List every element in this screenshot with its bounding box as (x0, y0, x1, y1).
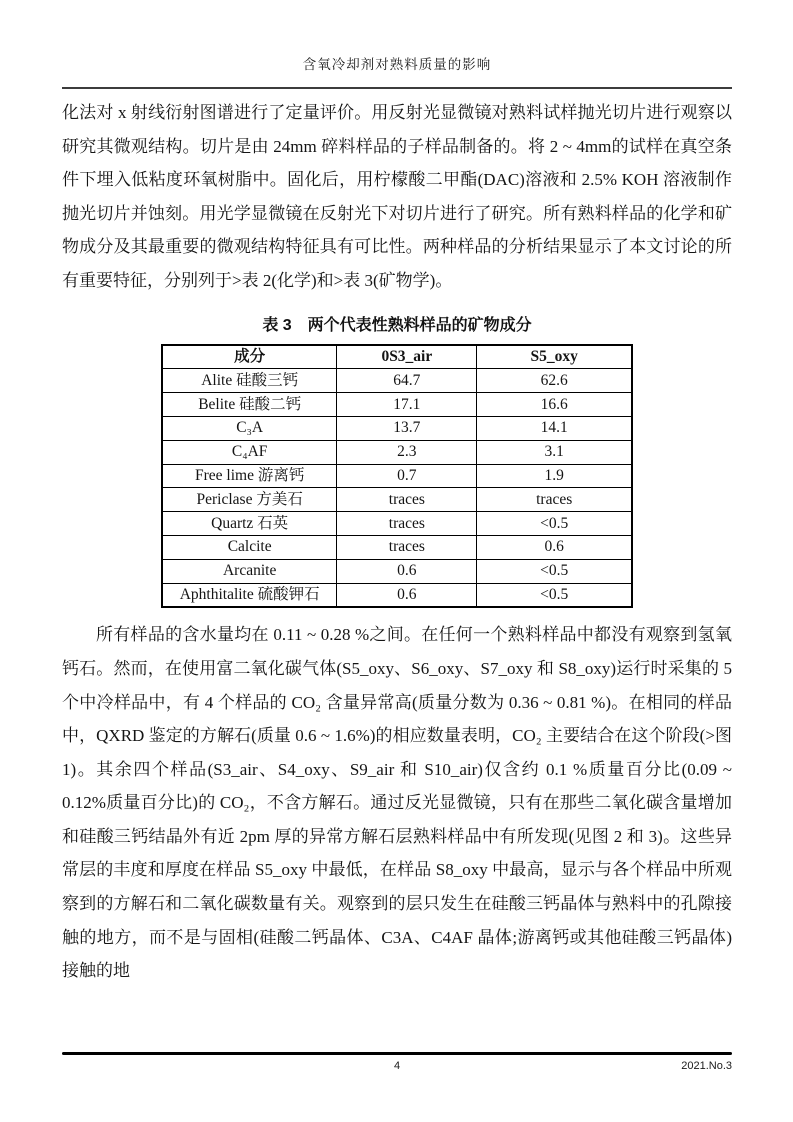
running-header (62, 0, 732, 89)
cell-value: <0.5 (477, 559, 632, 583)
cell-component: Arcanite (162, 559, 337, 583)
cell-value: 14.1 (477, 416, 632, 440)
cell-component: Alite 硅酸三钙 (162, 369, 337, 393)
header-title: 含氧冷却剂对熟料质量的影响 (302, 57, 492, 72)
table-row-alite (162, 369, 632, 393)
column-header-0s3-air: 0S3_air (337, 345, 477, 369)
cell-component: Free lime 游离钙 (162, 464, 337, 488)
cell-value: 16.6 (477, 393, 632, 417)
table-row-aphthitalite (162, 583, 632, 607)
cell-value: 0.7 (337, 464, 477, 488)
table-row-calcite (162, 535, 632, 559)
paragraph-1: 化法对 x 射线衍射图谱进行了定量评价。用反射光显微镜对熟料试样抛光切片进行观察以研究其微观结构。切片是由 24mm 碎料样品的子样品制备的。将 2 ~ 4mm的试样在真空条件下埋入低粘度环氧树脂中。固化后，用柠檬酸二甲酯(DAC)溶液和 2.5% KOH 溶液制作抛光切片并蚀刻。用光学显微镜在反射光下对切片进行了研究。所有熟料样品的化学和矿物成分及其最重要的微观结构特征具有可比性。两种样品的分析结果显示了本文讨论的所有重要特征，分别列于>表 2(化学)和>表 3(矿物学)。 (62, 103, 732, 290)
paragraph-2: 所有样品的含水量均在 0.11 ~ 0.28 %之间。在任何一个熟料样品中都没有观察到氢氧钙石。然而，在使用富二氧化碳气体(S5_oxy、S6_oxy、S7_oxy 和 S8_oxy)运行时采集的 5 个中冷样品中，有 4 个样品的 CO₂ 含量异常高(质量分数为 0.36 ~ 0.81 %)。在相同的样品中，QXRD 鉴定的方解石(质量 0.6 ~ 1.6%)的相应数量表明，CO₂ 主要结合在这个阶段(>图 1)。其余四个样品(S3_air、S4_oxy、S9_air 和 S10_air)仅含约 0.1 %质量百分比(0.09 ~ 0.12%质量百分比)的 CO₂，不含方解石。通过反光显微镜，只有在那些二氧化碳含量增加和硅酸三钙结晶外有近 2pm 厚的异常方解石层熟料样品中有所发现(见图 2 和 3)。这些异常层的丰度和厚度在样品 S5_oxy 中最低，在样品 S8_oxy 中最高，显示与各个样品中所观察到的方解石和二氧化碳数量有关。观察到的层只发生在硅酸三钙晶体与熟料中的孔隙接触的地方，而不是与固相(硅酸二钙晶体、C3A、C4AF 晶体;游离钙或其他硅酸三钙晶体)接触的地 (62, 625, 732, 981)
page-footer (62, 1052, 732, 1074)
cell-value: 13.7 (337, 416, 477, 440)
column-header-s5-oxy: S5_oxy (477, 345, 632, 369)
table-row-arcanite (162, 559, 632, 583)
cell-value: 3.1 (477, 440, 632, 464)
table-header-row (162, 345, 632, 369)
header-rule (62, 87, 732, 89)
cell-value: traces (337, 488, 477, 512)
table-row-belite (162, 393, 632, 417)
cell-value: 62.6 (477, 369, 632, 393)
page-number: 4 (393, 1060, 401, 1072)
table-caption: 表 3 两个代表性熟料样品的矿物成分 (262, 316, 532, 334)
cell-value: traces (477, 488, 632, 512)
cell-value: 0.6 (337, 559, 477, 583)
table-row-quartz (162, 512, 632, 536)
issue-label: 2021.No.3 (681, 1060, 732, 1072)
cell-component: Periclase 方美石 (162, 488, 337, 512)
cell-value: 64.7 (337, 369, 477, 393)
cell-component: Quartz 石英 (162, 512, 337, 536)
table-row-c3a (162, 416, 632, 440)
footer-rule (62, 1052, 732, 1055)
table-row-periclase (162, 488, 632, 512)
column-header-component: 成分 (162, 345, 337, 369)
cell-value: 1.9 (477, 464, 632, 488)
footer-row (62, 1060, 732, 1074)
cell-value: traces (337, 535, 477, 559)
table-row-free-lime (162, 464, 632, 488)
cell-value: 2.3 (337, 440, 477, 464)
page-content (62, 0, 732, 988)
cell-component: Calcite (162, 535, 337, 559)
table-row-c4af (162, 440, 632, 464)
cell-value: 17.1 (337, 393, 477, 417)
cell-value: traces (337, 512, 477, 536)
cell-component: C₄AF (162, 440, 337, 464)
cell-value: 0.6 (477, 535, 632, 559)
mineral-composition-table (161, 344, 633, 609)
cell-component: Aphthitalite 硫酸钾石 (162, 583, 337, 607)
cell-value: 0.6 (337, 583, 477, 607)
cell-value: <0.5 (477, 512, 632, 536)
cell-component: C₃A (162, 416, 337, 440)
cell-value: <0.5 (477, 583, 632, 607)
cell-component: Belite 硅酸二钙 (162, 393, 337, 417)
